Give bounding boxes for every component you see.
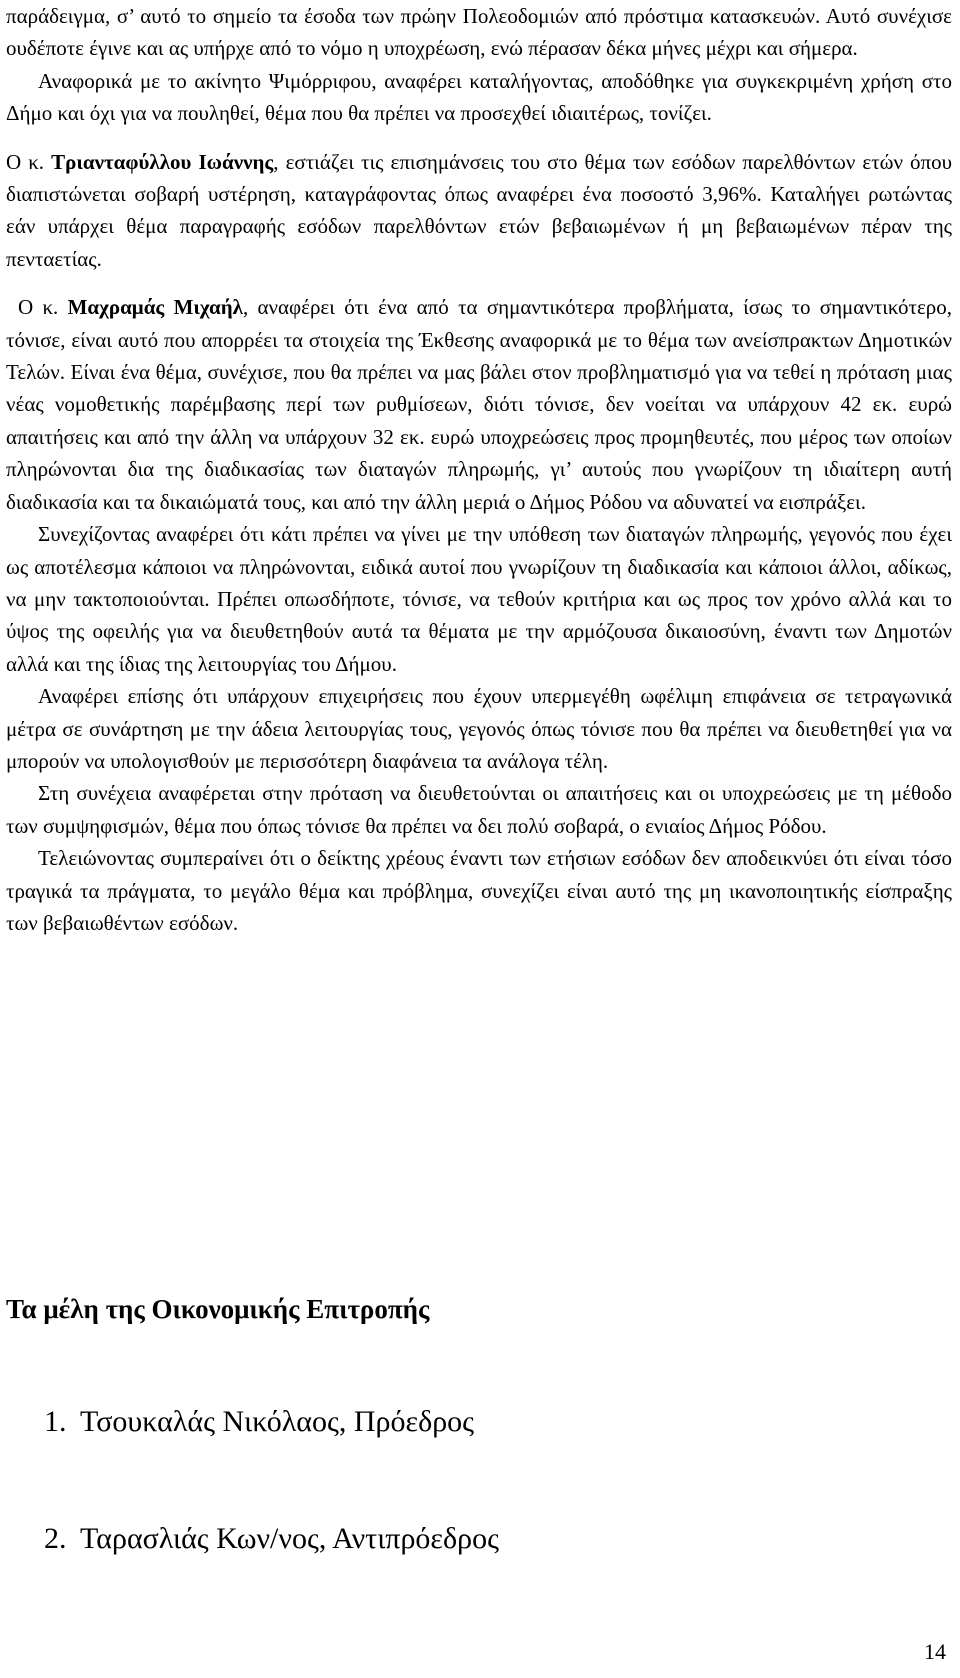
paragraph-4 xyxy=(6,291,952,518)
paragraph-6: Αναφέρει επίσης ότι υπάρχουν επιχειρήσεις που έχουν υπερμεγέθη ωφέλιμη επιφάνεια σε τετραγωνικά μέτρα σε συνάρτηση με την άδεια λειτουργίας τους, γεγονός όπως τόνισε που θα πρέπει να διευθετηθεί για να μπορούν να υπολογισθούν με περισσότερη διαφάνεια τα ανάλογα τέλη. xyxy=(6,684,952,773)
paragraph-8: Τελειώνοντας συμπεραίνει ότι ο δείκτης χρέους έναντι των ετήσιων εσόδων δεν αποδεικνύει ότι είναι τόσο τραγικά τα πράγματα, το μεγάλο θέμα και πρόβλημα, συνεχίζει είναι αυτό της μη ικανοποιητικής είσπραξης των βεβαιωθέντων εσόδων. xyxy=(6,846,952,935)
member-item xyxy=(44,1521,499,1557)
member-name: Τσουκαλάς Νικόλαος, Πρόεδρος xyxy=(80,1405,475,1438)
member-number: 1. xyxy=(44,1405,67,1438)
speaker-name-machramas: Μαχραμάς Μιχαήλ xyxy=(67,295,243,320)
paragraph-7: Στη συνέχεια αναφέρεται στην πρόταση να διευθετούνται οι απαιτήσεις και οι υποχρεώσεις με τη μέθοδο των συμψηφισμών, θέμα που όπως τόνισε θα πρέπει να δει πολύ σοβαρά, ο ενιαίος Δήμος Ρόδου. xyxy=(6,781,952,838)
member-name: Ταρασλιάς Κων/νος, Αντιπρόεδρος xyxy=(80,1522,500,1555)
paragraph-5: Συνεχίζοντας αναφέρει ότι κάτι πρέπει να γίνει με την υπόθεση των διαταγών πληρωμής, γεγονός που έχει ως αποτέλεσμα κάποιοι να πληρώνονται, ειδικά αυτοί που γνωρίζουν τη διαδικασία και κάποιοι άλλοι, αδίκως, να μην τακτοποιούνται. Πρέπει οπωσδήποτε, τόνισε, να τεθούν κριτήρια και ως προς τον χρόνο αλλά και το ύψος της οφειλής για να διευθετηθούν αυτά τα θέματα με την αρμόζουσα δικαιοσύνη, έναντι των Δημοτών αλλά και της ίδιας της λειτουργίας του Δήμου. xyxy=(6,522,952,676)
speaker-name-triantafyllou: Τριανταφύλλου Ιωάννης xyxy=(51,149,274,174)
paragraph-2: Αναφορικά με το ακίνητο Ψιμόρριφου, αναφέρει καταλήγοντας, αποδόθηκε για συγκεκριμένη χρήση στο Δήμο και όχι για να πουληθεί, θέμα που θα πρέπει να προσεχθεί ιδιαιτέρως, τονίζει. xyxy=(6,68,952,126)
page-number: 14 xyxy=(924,1639,946,1664)
member-item xyxy=(44,1404,474,1440)
paragraph-4-text: , αναφέρει ότι ένα από τα σημαντικότερα προβλήματα, ίσως το σημαντικότερο, τόνισε, είναι αυτό που απορρέει τα στοιχεία της Έκθεσης αναφορικά με το θέμα των ανείσπρακτων Δημοτικών Τελών. Είναι ένα θέμα, συνέχισε, που θα πρέπει να μας βάλει στον προβληματισμό για να τεθεί η πρόταση μιας νέας νομοθετικής παρέμβασης περί των ρυθμίσεων, διότι τόνισε, δεν νοείται να υπάρχουν 42 εκ. ευρώ απαιτήσεις και από την άλλη να υπάρχουν 32 εκ. ευρώ υποχρεώσεις προς προμηθευτές, που μέρος των οποίων πληρώνονται δια της διαδικασίας των διαταγών πληρωμής, γι’ αυτούς που γνωρίζουν τη ιδιαίτερη αυτή διαδικασία και τα δικαιώματά τους, και από την άλλη μεριά ο Δήμος Ρόδου να αδυνατεί να εισπράξει. xyxy=(6,295,952,514)
section-heading: Τα μέλη της Οικονομικής Επιτροπής xyxy=(6,1294,430,1324)
paragraph-gap xyxy=(6,130,952,146)
paragraph-gap xyxy=(6,275,952,291)
paragraph-3 xyxy=(6,146,952,276)
paragraph-4-prefix: Ο κ. xyxy=(18,295,68,320)
paragraph-3-text: , εστιάζει τις επισημάνσεις του στο θέμα των εσόδων παρελθόντων ετών όπου διαπιστώνεται σοβαρή υστέρηση, καταγράφοντας όπως αναφέρει ένα ποσοστό 3,96%. Καταλήγει ρωτώντας εάν υπάρχει θέμα παραγραφής εσόδων παρελθόντων ετών βεβαιωμένων ή μη βεβαιωμένων πέραν της πενταετίας. xyxy=(6,149,953,271)
paragraph-1: παράδειγμα, σ’ αυτό το σημείο τα έσοδα των πρώην Πολεοδομιών από πρόστιμα κατασκευών. Αυτό συνέχισε ουδέποτε έγινε και ας υπήρχε από το νόμο η υποχρέωση, ενώ πέρασαν δέκα μήνες μέχρι και σήμερα. xyxy=(6,4,952,61)
member-number: 2. xyxy=(44,1522,67,1555)
body-text xyxy=(6,0,952,939)
paragraph-3-prefix: Ο κ. xyxy=(6,149,52,174)
